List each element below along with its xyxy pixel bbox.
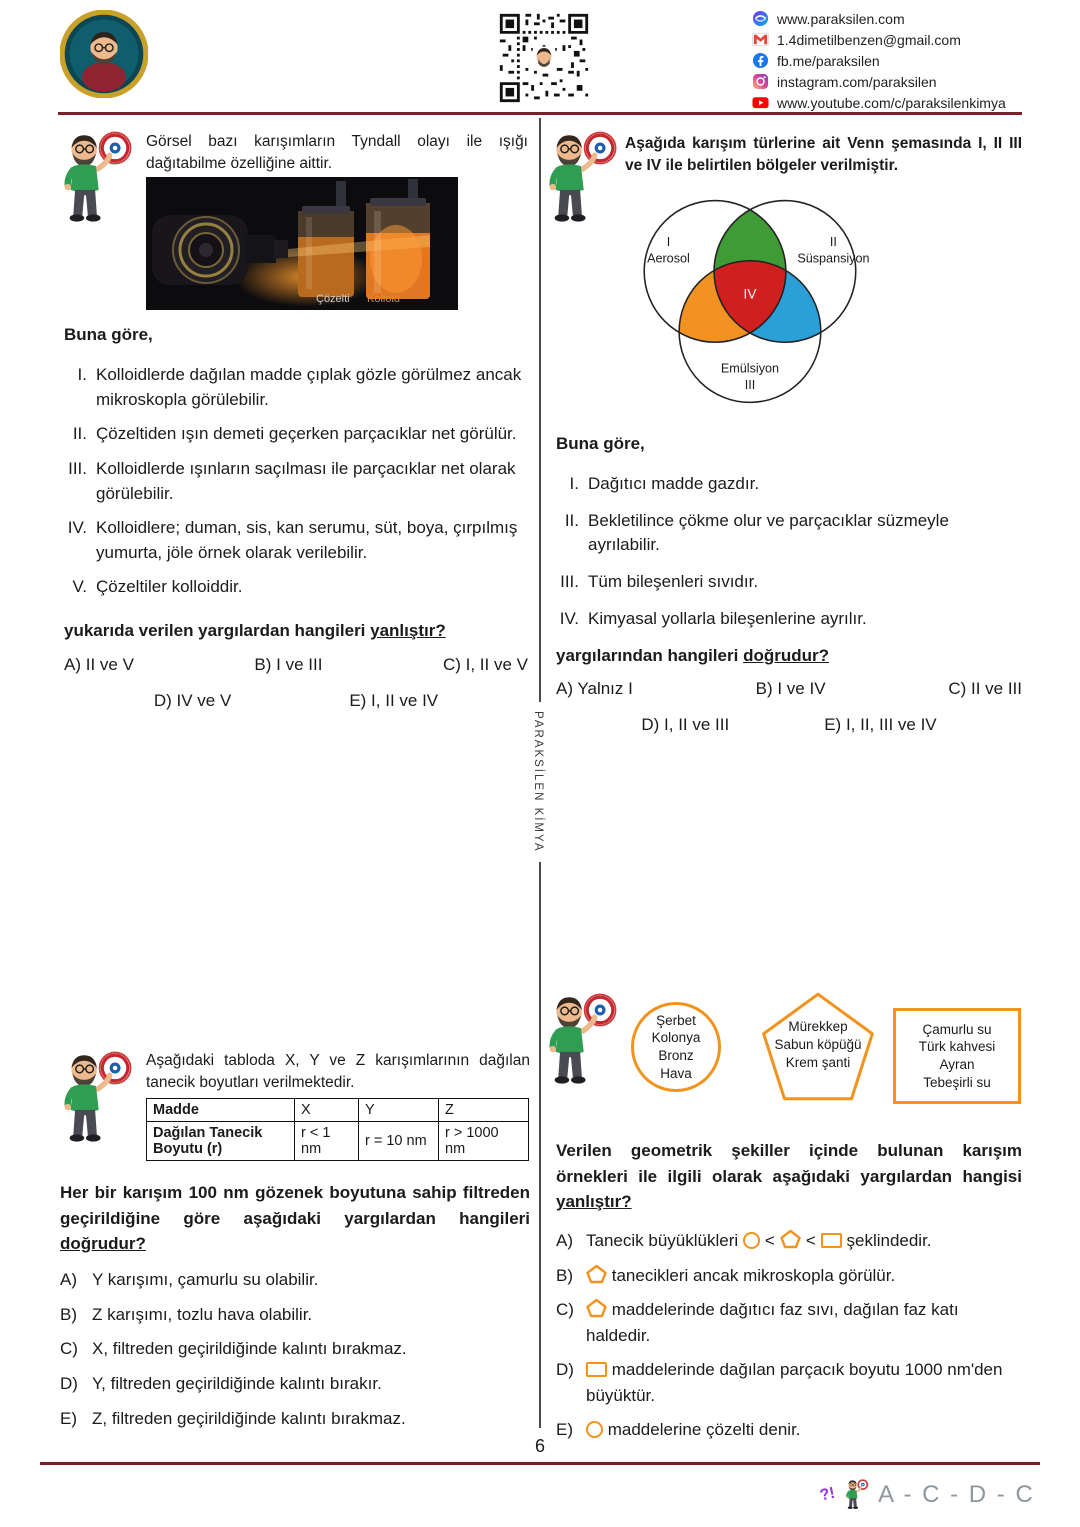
table-header-z: Z [439, 1099, 529, 1122]
statement-text: Çözeltiden ışın demeti geçerken parçacıklar net görülür. [96, 424, 517, 444]
gmail-icon [752, 31, 769, 48]
option-text: şeklindedir. [846, 1231, 932, 1250]
table-header-row [147, 1099, 529, 1122]
mascot-icon [843, 1478, 870, 1511]
statement-numeral: I. [569, 474, 579, 493]
option-text: Y, filtreden geçirildiğinde kalıntı bırakır. [92, 1373, 382, 1393]
contact-youtube [752, 93, 1022, 112]
pentagon-item: Krem şanti [785, 1055, 851, 1071]
pentagon-icon [586, 1298, 607, 1318]
statement-text: Dağıtıcı madde gazdır. [588, 474, 760, 493]
q3-particle-size-table [146, 1098, 529, 1161]
circle-item: Hava [660, 1065, 692, 1081]
option-content [586, 1263, 1022, 1289]
q4-question-keyword: yanlıştır? [556, 1192, 632, 1211]
pentagon-items [753, 1018, 883, 1073]
option-b: B) I ve IV [755, 679, 826, 698]
option-d [60, 1372, 530, 1397]
contact-instagram [752, 72, 1022, 91]
circle-item: Kolonya [651, 1030, 701, 1046]
circle-item: Bronz [658, 1048, 694, 1063]
option-text: X, filtreden geçirildiğinde kalıntı bırakmaz. [92, 1339, 407, 1359]
option-label: A) [60, 1270, 77, 1289]
q1-question-keyword: yanlıştır? [370, 621, 446, 640]
q4-question [556, 1138, 1022, 1215]
option-e [60, 1407, 530, 1432]
contact-facebook [752, 51, 1022, 70]
statement-numeral: V. [72, 577, 87, 597]
statement-numeral: II. [564, 510, 579, 530]
statement-item [552, 509, 1022, 558]
statement-text: Çözeltiler kolloiddir. [96, 577, 243, 597]
q2-question-prefix: yargılarından hangileri [556, 646, 744, 665]
q2-statements [552, 472, 1022, 631]
q1-tyndall-photo [146, 177, 458, 310]
contact-instagram-text: instagram.com/paraksilen [777, 73, 937, 90]
less-than-sign: < [764, 1231, 775, 1250]
pentagon-item: Mürekkep [788, 1019, 848, 1034]
option-a [60, 1268, 530, 1293]
venn-diagram [618, 178, 880, 423]
square-item: Türk kahvesi [918, 1039, 996, 1055]
circle-item: Şerbet [656, 1012, 696, 1028]
pentagon-icon [586, 1264, 607, 1284]
question-exclamation-icon: ?! [818, 1484, 837, 1504]
statement-numeral: IV. [559, 608, 579, 628]
statement-text: Tüm bileşenleri sıvıdır. [588, 571, 759, 591]
option-label: D) [556, 1360, 574, 1379]
statement-item [60, 516, 528, 565]
statement-numeral: IV. [67, 518, 87, 538]
table-header-madde: Madde [147, 1099, 295, 1122]
q3-options [60, 1268, 530, 1441]
option-d: D) I, II ve III [641, 715, 730, 734]
option-label: A) [556, 1231, 573, 1250]
mascot-icon [55, 1048, 137, 1148]
q1-options-row2 [64, 691, 528, 711]
answer-key [820, 1478, 1035, 1511]
option-label: C) [556, 1300, 574, 1319]
venn-region2-label: Süspansiyon [797, 251, 870, 266]
q1-statements [60, 363, 528, 600]
statement-text: Kolloidlerde dağılan madde çıplak gözle görülmez ancak mikroskopla görülebilir. [96, 365, 522, 409]
option-d [556, 1357, 1022, 1408]
globe-icon [752, 10, 769, 27]
table-header-x: X [295, 1099, 359, 1122]
option-text: maddelerinde dağıtıcı faz sıvı, dağılan faz katı haldedir. [586, 1300, 959, 1345]
statement-item [552, 607, 1022, 632]
statement-item [552, 570, 1022, 595]
option-text: Y karışımı, çamurlu su olabilir. [92, 1270, 319, 1289]
q1-lead: Buna göre, [64, 325, 153, 344]
option-a: A) II ve V [64, 655, 134, 674]
table-data-row [147, 1122, 529, 1161]
circle-icon [743, 1232, 760, 1249]
watermark-brand-label: PARAKSİLEN KİMYA [531, 702, 545, 862]
option-a [556, 1228, 1022, 1254]
square-item: Tebeşirli su [923, 1074, 991, 1090]
q1-options-row1 [64, 655, 528, 675]
statement-text: Kolloidlere; duman, sis, kan serumu, süt, boya, çırpılmış yumurta, jöle örnek olarak verilebilir. [96, 518, 518, 562]
square-item: Ayran [939, 1057, 975, 1072]
q1-question [64, 618, 528, 644]
statement-item [60, 457, 528, 506]
venn-region2-num: II [829, 235, 837, 250]
mascot-icon [540, 990, 622, 1090]
option-c [60, 1337, 530, 1362]
q3-question-keyword: doğrudur? [60, 1234, 146, 1253]
q2-options-row1 [556, 679, 1022, 699]
option-label: B) [60, 1304, 77, 1324]
venn-region3-num: III [744, 377, 756, 392]
q4-question-prefix: Verilen geometrik şekiller içinde bulunan karışım örnekleri ile ilgili olarak aşağıdaki yargılardan hangisi [556, 1141, 1022, 1186]
option-text: Z, filtreden geçirildiğinde kalıntı bırakmaz. [92, 1408, 406, 1428]
statement-item [552, 472, 1022, 497]
q4-square-shape [893, 1008, 1021, 1104]
less-than-sign: < [805, 1231, 816, 1250]
option-d: D) IV ve V [153, 691, 232, 710]
q2-options-row2 [556, 715, 1022, 735]
option-c [556, 1297, 1022, 1348]
venn-region1-num: I [666, 235, 671, 250]
table-value-x: r < 1 nm [295, 1122, 359, 1161]
square-item: Çamurlu su [922, 1021, 992, 1037]
option-content [586, 1297, 1022, 1348]
instagram-icon [752, 73, 769, 90]
table-value-y: r = 10 nm [359, 1122, 439, 1161]
table-value-z: r > 1000 nm [439, 1122, 529, 1161]
statement-numeral: III. [560, 571, 579, 591]
table-row-label: Dağılan Tanecik Boyutu (r) [147, 1122, 295, 1161]
q4-options [556, 1228, 1022, 1452]
q2-intro: Aşağıda karışım türlerine ait Venn şemasında I, II III ve IV ile belirtilen bölgeler verilmiştir. [625, 135, 1022, 175]
option-text: tanecikleri ancak mikroskopla görülür. [611, 1265, 896, 1285]
option-text: Tanecik büyüklükleri [586, 1231, 739, 1250]
qr-code [497, 11, 591, 105]
contact-links [752, 9, 1022, 112]
option-e: E) I, II, III ve IV [824, 715, 937, 734]
brand-avatar [60, 10, 148, 98]
facebook-icon [752, 52, 769, 69]
page-number: 6 [534, 1436, 545, 1456]
contact-email-text: 1.4dimetilbenzen@gmail.com [777, 31, 961, 48]
contact-youtube-text: www.youtube.com/c/paraksilenkimya [777, 94, 1006, 111]
q2-question-keyword: doğrudur? [743, 646, 829, 665]
option-text: Z karışımı, tozlu hava olabilir. [92, 1304, 313, 1324]
photo-caption-cozelti: Çözelti [316, 293, 350, 305]
pentagon-icon [780, 1229, 801, 1249]
option-text: maddelerinde dağılan parçacık boyutu 1000 nm'den büyüktür. [586, 1360, 1003, 1405]
bottom-rule [40, 1462, 1040, 1465]
q3-intro: Aşağıdaki tabloda X, Y ve Z karışımlarının dağılan tanecik boyutları verilmektedir. [146, 1052, 530, 1092]
option-label: E) [60, 1408, 77, 1428]
contact-website [752, 9, 1022, 28]
square-icon [586, 1362, 607, 1377]
top-rule [58, 112, 1022, 115]
option-label: D) [60, 1373, 78, 1393]
contact-website-text: www.paraksilen.com [777, 10, 905, 27]
statement-numeral: II. [72, 424, 87, 444]
q4-circle-shape [631, 1002, 721, 1092]
option-label: C) [60, 1339, 78, 1359]
contact-facebook-text: fb.me/paraksilen [777, 52, 880, 69]
q1-question-prefix: yukarıda verilen yargılardan hangileri [64, 621, 371, 640]
mascot-icon [55, 128, 137, 228]
q3-question-prefix: Her bir karışım 100 nm gözenek boyutuna sahip filtreden geçirildiğine göre aşağıdaki yargılardan hangileri [60, 1183, 530, 1228]
option-text: maddelerine çözelti denir. [607, 1420, 801, 1439]
statement-item [60, 575, 528, 600]
q2-question [556, 643, 1022, 669]
contact-email [752, 30, 1022, 49]
table-header-y: Y [359, 1099, 439, 1122]
option-content [586, 1228, 1022, 1254]
statement-text: Kimyasal yollarla bileşenlerine ayrılır. [588, 608, 867, 628]
tyndall-photo-illustration [146, 177, 458, 310]
q2-lead: Buna göre, [556, 434, 645, 453]
option-e: E) I, II ve IV [349, 691, 439, 710]
option-b: B) I ve III [254, 655, 323, 674]
venn-region1-label: Aerosol [647, 251, 690, 266]
statement-numeral: III. [68, 458, 87, 478]
statement-item [60, 363, 528, 412]
option-b [60, 1303, 530, 1328]
q1-intro: Görsel bazı karışımların Tyndall olayı ile ışığı dağıtabilme özelliğine aittir. [146, 133, 528, 173]
venn-region3-label: Emülsiyon [720, 361, 780, 376]
answer-key-text: A - C - D - C [878, 1480, 1035, 1508]
q3-question [60, 1180, 530, 1257]
pentagon-item: Sabun köpüğü [774, 1037, 862, 1053]
square-icon [821, 1233, 842, 1248]
statement-item [60, 422, 528, 447]
option-c: C) II ve III [948, 679, 1022, 698]
option-b [556, 1263, 1022, 1289]
photo-caption-kolloid: Kolloid [367, 293, 401, 305]
option-label: B) [556, 1265, 573, 1285]
q4-pentagon-shape [753, 988, 883, 1108]
venn-center-label: IV [743, 286, 757, 302]
statement-text: Bekletilince çökme olur ve parçacıklar süzmeyle ayrılabilir. [588, 510, 949, 555]
youtube-icon [752, 94, 769, 111]
option-a: A) Yalnız I [556, 679, 633, 698]
option-content [586, 1357, 1022, 1408]
statement-numeral: I. [77, 365, 87, 384]
statement-text: Kolloidlerde ışınların saçılması ile parçacıklar net olarak görülebilir. [96, 458, 516, 503]
mascot-icon [540, 128, 622, 228]
option-c: C) I, II ve V [442, 655, 528, 674]
option-label: E) [556, 1420, 573, 1439]
